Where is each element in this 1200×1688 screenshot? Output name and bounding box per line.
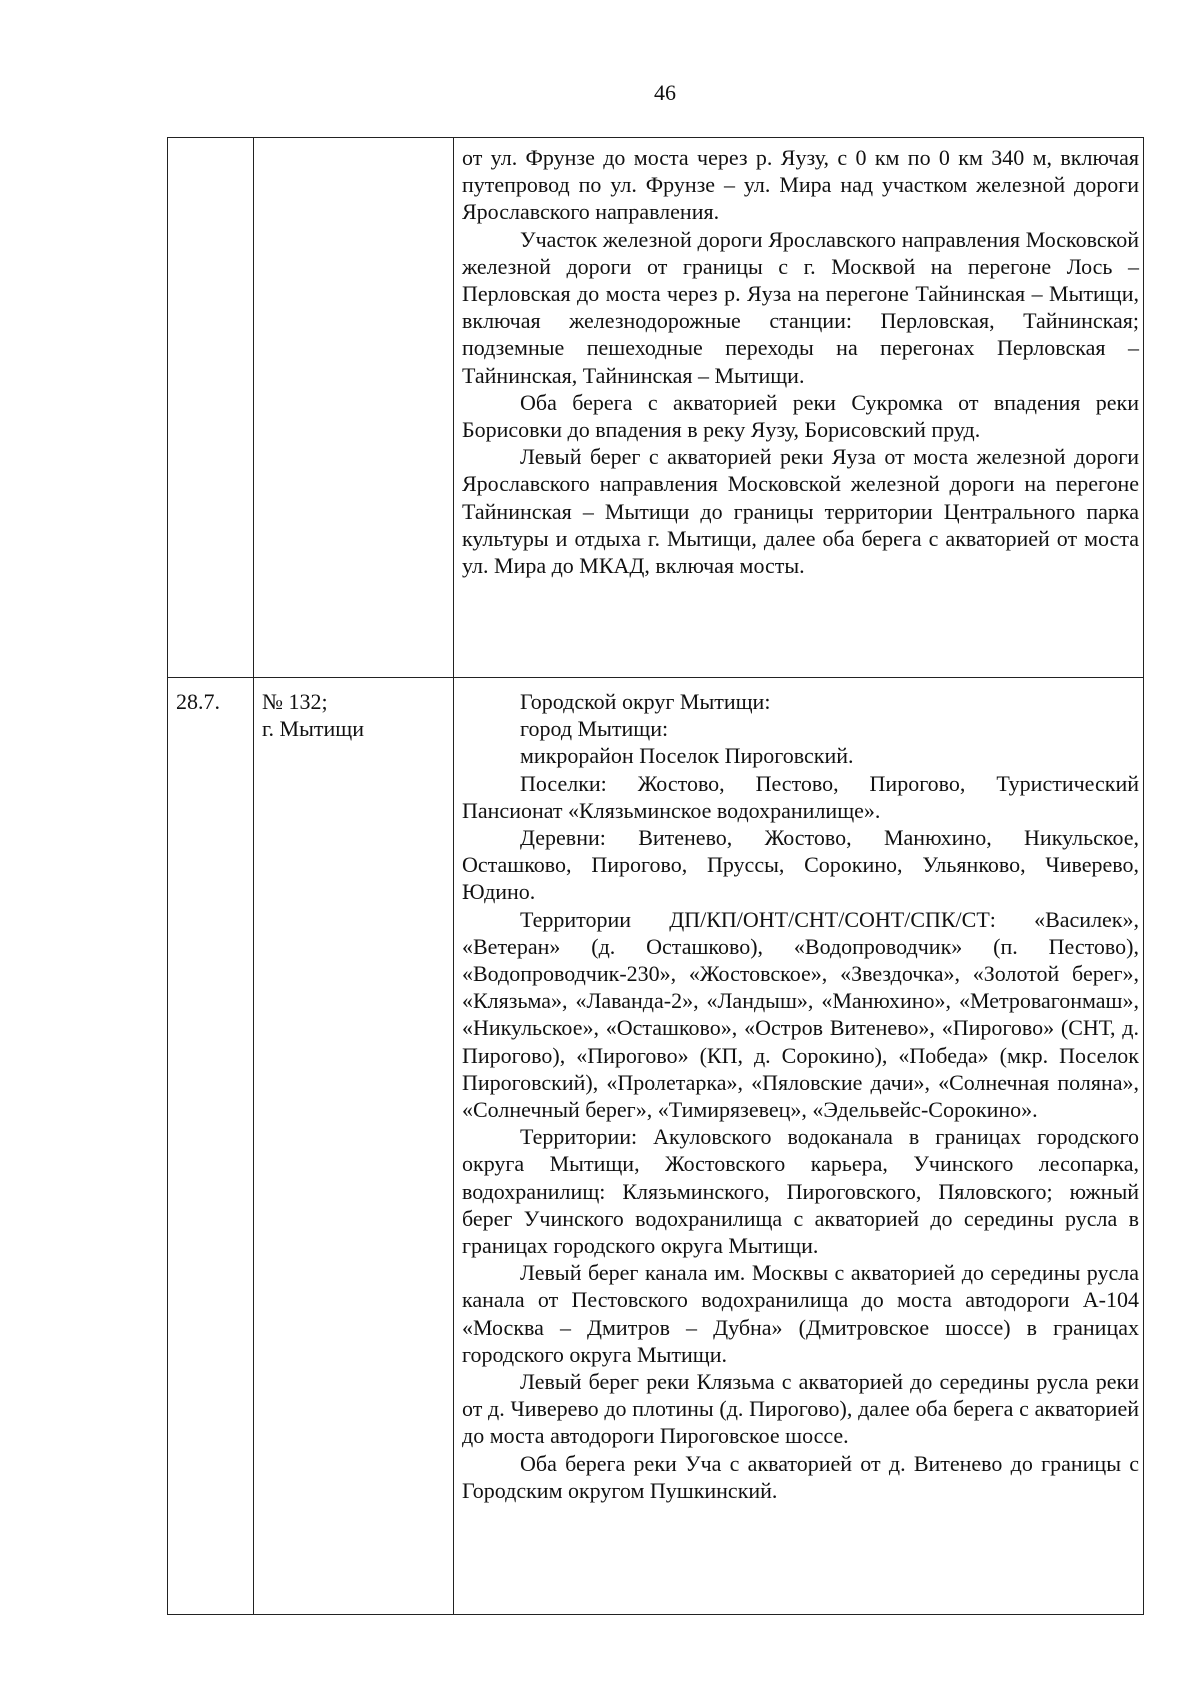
description-paragraph: Оба берега реки Уча с акваторией от д. Витенево до границы с Городским округом Пушкинский.: [462, 1450, 1139, 1503]
description-paragraph: Левый берег канала им. Москвы с акваторией до середины русла канала от Пестовского водохранилища до моста автодороги А-104 «Москва – Дмитров – Дубна» (Дмитровское шоссе) в границах городского округа Мытищи.: [462, 1260, 1139, 1367]
document-table: [167, 137, 1144, 1615]
description-paragraph: Левый берег с акваторией реки Яуза от моста железной дороги Ярославского направления Московской железной дороги на перегоне Тайнинская – Мытищи до границы территории Центрального парка культуры и отдыха г. Мытищи, далее оба берега с акваторией от моста ул. Мира до МКАД, включая мосты.: [462, 444, 1139, 579]
description-paragraph: Деревни: Витенево, Жостово, Манюхино, Никульское, Осташково, Пирогово, Пруссы, Сорокино, Ульянково, Чиверево, Юдино.: [462, 825, 1139, 905]
description-heading-line: Городской округ Мытищи:: [520, 689, 771, 714]
row-number-cell: [168, 138, 254, 678]
description-heading-line: микрорайон Поселок Пироговский.: [520, 743, 854, 769]
row-description-cell: [454, 678, 1144, 1615]
description-heading-line: город Мытищи:: [520, 716, 669, 742]
row-label-cell: [254, 678, 454, 1615]
table-row: [168, 138, 1144, 678]
description-paragraph: Поселки: Жостово, Пестово, Пирогово, Туристический Пансионат «Клязьминское водохранилище».: [462, 770, 1139, 823]
description-paragraph: от ул. Фрунзе до моста через р. Яузу, с 0 км по 0 км 340 м, включая путепровод по ул. Фрунзе – ул. Мира над участком железной дороги Ярославского направления.: [462, 145, 1139, 225]
row-number: 28.7.: [176, 689, 220, 714]
row-description-cell: [454, 138, 1144, 678]
description-paragraph: Оба берега с акваторией реки Сукромка от впадения реки Борисовки до впадения в реку Яузу, Борисовский пруд.: [462, 389, 1139, 443]
row-label-cell: [254, 138, 454, 678]
page-number: 46: [654, 80, 676, 105]
row-label-line: г. Мытищи: [262, 716, 364, 742]
description-paragraph: Территории: Акуловского водоканала в границах городского округа Мытищи, Жостовского карьера, Учинского лесопарка, водохранилищ: Клязьминского, Пироговского, Пяловского; южный берег Учинского водохранилища с акваторией до середины русла в границах городского округа Мытищи.: [462, 1124, 1139, 1259]
row-number-cell: [168, 678, 254, 1615]
description-paragraph: Территории ДП/КП/ОНТ/СНТ/СОНТ/СПК/СТ: «Василек», «Ветеран» (д. Осташково), «Водопроводчик» (п. Пестово), «Водопроводчик-230», «Жостовское», «Звездочка», «Золотой берег», «Клязьма», «Лаванда-2», «Ландыш», «Манюхино», «Метровагонмаш», «Никульское», «Осташково», «Остров Витенево», «Пирогово» (СНТ, д. Пирогово), «Пирогово» (КП, д. Сорокино), «Победа» (мкр. Поселок Пироговский), «Пролетарка», «Пяловские дачи», «Солнечная поляна», «Солнечный берег», «Тимирязевец», «Эдельвейс-Сорокино».: [462, 906, 1139, 1123]
row-label-line: № 132;: [262, 689, 328, 714]
table-row: [168, 678, 1144, 1615]
description-paragraph: Участок железной дороги Ярославского направления Московской железной дороги от границы с г. Москвой на перегоне Лось – Перловская до моста через р. Яуза на перегоне Тайнинская – Мытищи, включая железнодорожные станции: Перловская, Тайнинская; подземные пешеходные переходы на перегонах Перловская – Тайнинская, Тайнинская – Мытищи.: [462, 226, 1139, 388]
description-paragraph: Левый берег реки Клязьма с акваторией до середины русла реки от д. Чиверево до плотины (д. Пирогово), далее оба берега с акваторией до моста автодороги Пироговское шоссе.: [462, 1369, 1139, 1449]
